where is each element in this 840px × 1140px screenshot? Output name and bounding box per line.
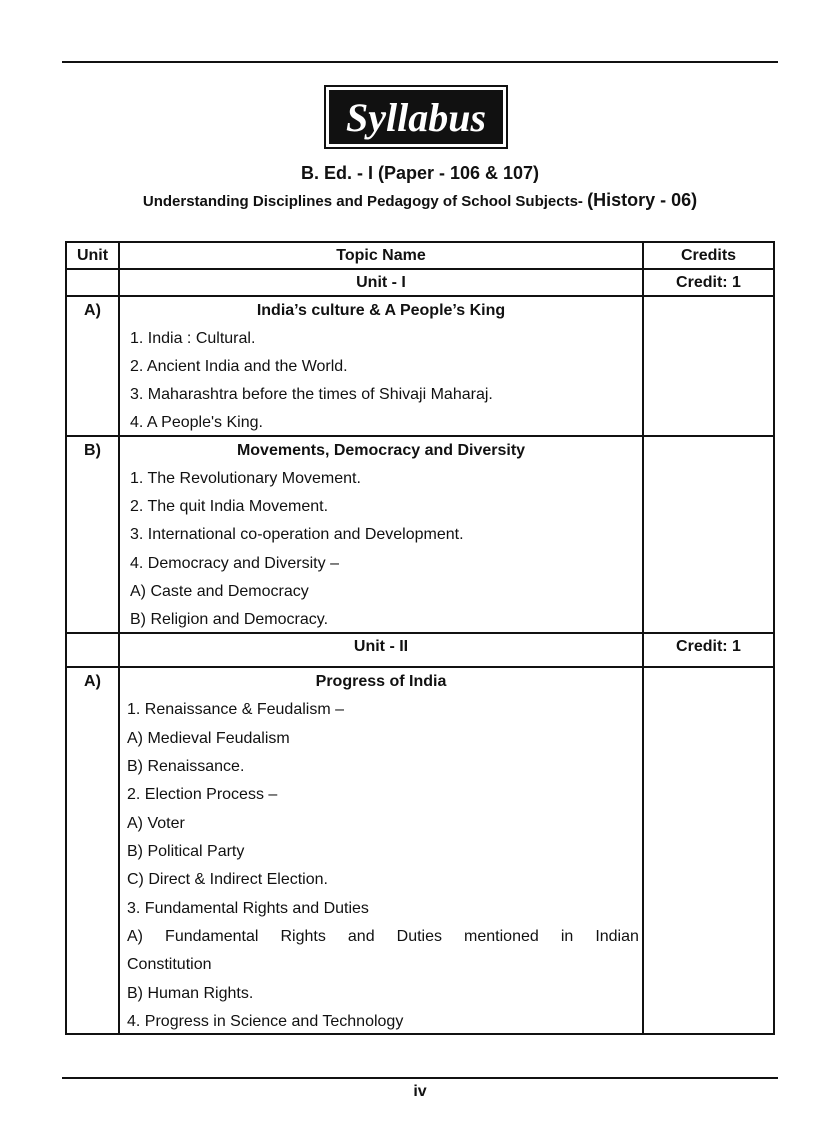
header-credits: Credits bbox=[680, 247, 737, 264]
unit-2-credit: Credit: 1 bbox=[676, 638, 741, 655]
subject-title bbox=[0, 190, 840, 211]
list-item: A) Voter bbox=[127, 815, 185, 832]
justified-line bbox=[127, 926, 639, 948]
list-item: 3. International co-operation and Development. bbox=[130, 526, 464, 543]
section-a2-label: A) bbox=[84, 673, 101, 690]
justified-word: A) bbox=[127, 928, 143, 945]
section-a2-heading: Progress of India bbox=[315, 673, 447, 690]
syllabus-table bbox=[65, 241, 775, 1035]
list-item: 3. Fundamental Rights and Duties bbox=[127, 900, 369, 917]
list-item: 4. A People's King. bbox=[130, 414, 263, 431]
list-item: 2. The quit India Movement. bbox=[130, 498, 329, 515]
list-item: A) Medieval Feudalism bbox=[127, 730, 290, 747]
list-item: B) Renaissance. bbox=[127, 758, 245, 775]
list-item: 4. Progress in Science and Technology bbox=[127, 1013, 404, 1030]
justified-word: mentioned bbox=[464, 928, 539, 945]
syllabus-badge bbox=[324, 85, 508, 149]
course-title: B. Ed. - I (Paper - 106 & 107) bbox=[300, 163, 540, 183]
list-item: 1. Renaissance & Feudalism – bbox=[127, 701, 344, 718]
section-a1-heading: India’s culture & A People’s King bbox=[256, 302, 506, 319]
justified-word: Indian bbox=[595, 928, 639, 945]
list-item: 4. Democracy and Diversity – bbox=[130, 555, 339, 572]
row-divider bbox=[67, 295, 773, 297]
syllabus-badge-text: Syllabus bbox=[329, 90, 503, 144]
header-topic: Topic Name bbox=[336, 247, 426, 264]
justified-word: Duties bbox=[396, 928, 442, 945]
list-item: A) Caste and Democracy bbox=[130, 583, 309, 600]
list-item: 3. Maharashtra before the times of Shivaji Maharaj. bbox=[130, 386, 493, 403]
justified-word: Fundamental bbox=[165, 928, 259, 945]
justified-word: Rights bbox=[280, 928, 326, 945]
unit-1-title: Unit - I bbox=[356, 274, 406, 291]
row-divider bbox=[67, 435, 773, 437]
section-a1-label: A) bbox=[84, 302, 101, 319]
section-b1-heading: Movements, Democracy and Diversity bbox=[236, 442, 526, 459]
unit-2-title: Unit - II bbox=[353, 638, 409, 655]
list-item: 2. Ancient India and the World. bbox=[130, 358, 348, 375]
row-divider bbox=[67, 268, 773, 270]
list-item: B) Human Rights. bbox=[127, 985, 254, 1002]
page-number: iv bbox=[413, 1083, 427, 1100]
unit-1-credit: Credit: 1 bbox=[676, 274, 741, 291]
list-item: 1. India : Cultural. bbox=[130, 330, 256, 347]
list-item-continuation: Constitution bbox=[127, 956, 212, 973]
subject-prefix: Understanding Disciplines and Pedagogy of School Subjects- bbox=[142, 193, 583, 210]
section-b1-label: B) bbox=[84, 442, 101, 459]
justified-word: and bbox=[347, 928, 375, 945]
list-item: 2. Election Process – bbox=[127, 786, 278, 803]
list-item: B) Religion and Democracy. bbox=[130, 611, 329, 628]
row-divider bbox=[67, 632, 773, 634]
list-item: C) Direct & Indirect Election. bbox=[127, 871, 328, 888]
bottom-rule bbox=[62, 1077, 778, 1079]
subject-suffix: (History - 06) bbox=[587, 190, 698, 210]
list-item: B) Political Party bbox=[127, 843, 245, 860]
row-divider bbox=[67, 666, 773, 668]
list-item: 1. The Revolutionary Movement. bbox=[130, 470, 361, 487]
justified-word: in bbox=[560, 928, 574, 945]
top-rule bbox=[62, 61, 778, 63]
header-unit: Unit bbox=[76, 247, 109, 264]
